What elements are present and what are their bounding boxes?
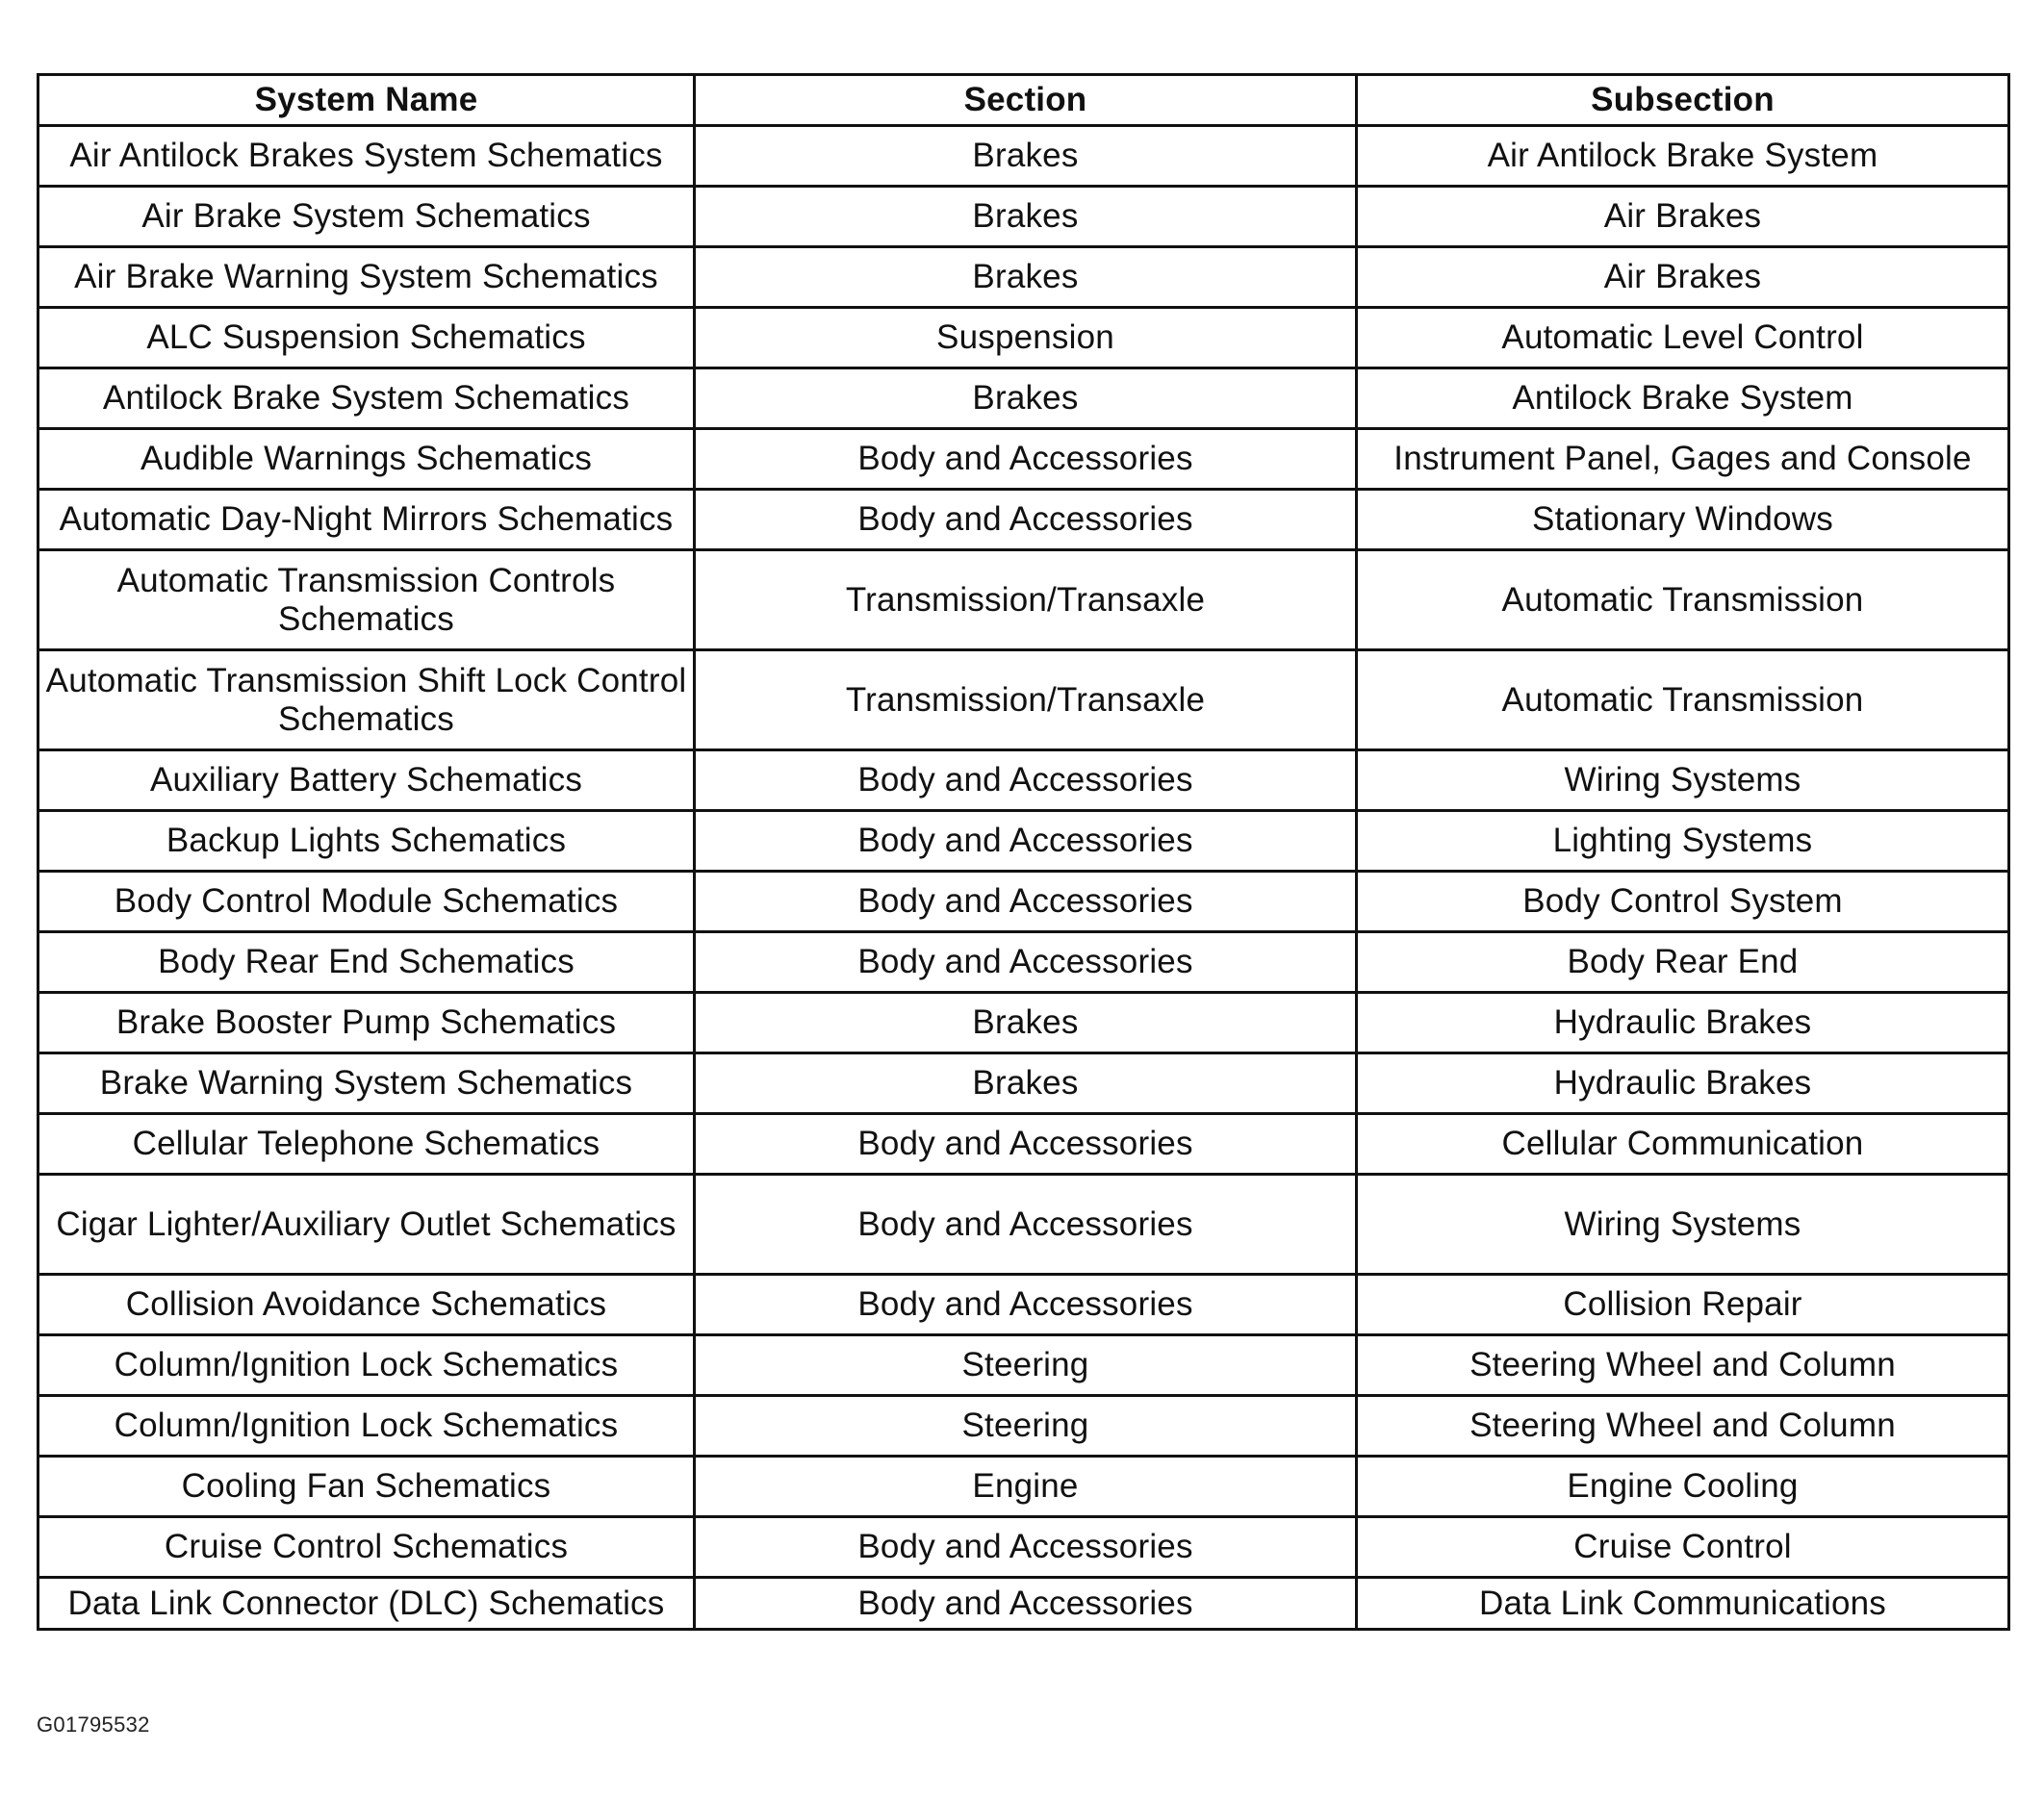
table-row [38, 932, 2009, 993]
table-header-row [38, 75, 2009, 126]
section-cell: Engine [695, 1457, 1357, 1517]
subsection-cell: Data Link Communications [1357, 1578, 2009, 1630]
table-row [38, 750, 2009, 811]
section-cell: Brakes [695, 187, 1357, 247]
subsection-cell: Automatic Level Control [1357, 308, 2009, 368]
section-cell: Body and Accessories [695, 872, 1357, 932]
table-row [38, 872, 2009, 932]
subsection-cell: Steering Wheel and Column [1357, 1396, 2009, 1457]
system-name-cell: Cruise Control Schematics [38, 1517, 695, 1578]
column-header-subsection: Subsection [1357, 75, 2009, 126]
subsection-cell: Wiring Systems [1357, 1175, 2009, 1275]
subsection-cell: Engine Cooling [1357, 1457, 2009, 1517]
subsection-cell: Air Antilock Brake System [1357, 126, 2009, 187]
schematics-index-table [37, 73, 2010, 1631]
section-cell: Body and Accessories [695, 1275, 1357, 1335]
table-row [38, 811, 2009, 872]
table-row [38, 650, 2009, 750]
section-cell: Brakes [695, 1053, 1357, 1114]
table-row [38, 993, 2009, 1053]
section-cell: Body and Accessories [695, 1114, 1357, 1175]
table-row [38, 247, 2009, 308]
section-cell: Brakes [695, 247, 1357, 308]
subsection-cell: Body Control System [1357, 872, 2009, 932]
table-row [38, 1335, 2009, 1396]
section-cell: Steering [695, 1396, 1357, 1457]
subsection-cell: Wiring Systems [1357, 750, 2009, 811]
system-name-cell: Audible Warnings Schematics [38, 429, 695, 490]
table-row [38, 1275, 2009, 1335]
subsection-cell: Body Rear End [1357, 932, 2009, 993]
section-cell: Brakes [695, 126, 1357, 187]
system-name-cell: Air Brake Warning System Schematics [38, 247, 695, 308]
table-row [38, 187, 2009, 247]
system-name-cell: Air Antilock Brakes System Schematics [38, 126, 695, 187]
subsection-cell: Antilock Brake System [1357, 368, 2009, 429]
section-cell: Brakes [695, 368, 1357, 429]
figure-id: G01795532 [37, 1712, 150, 1737]
system-name-cell: Antilock Brake System Schematics [38, 368, 695, 429]
system-name-cell: Cigar Lighter/Auxiliary Outlet Schematics [38, 1175, 695, 1275]
table-row [38, 1114, 2009, 1175]
subsection-cell: Air Brakes [1357, 247, 2009, 308]
table-row [38, 1175, 2009, 1275]
table-row [38, 368, 2009, 429]
section-cell: Body and Accessories [695, 490, 1357, 550]
system-name-cell: Automatic Transmission Shift Lock Control Schematics [38, 650, 695, 750]
subsection-cell: Instrument Panel, Gages and Console [1357, 429, 2009, 490]
column-header-system-name: System Name [38, 75, 695, 126]
table-row [38, 429, 2009, 490]
section-cell: Brakes [695, 993, 1357, 1053]
system-name-cell: ALC Suspension Schematics [38, 308, 695, 368]
subsection-cell: Collision Repair [1357, 1275, 2009, 1335]
subsection-cell: Stationary Windows [1357, 490, 2009, 550]
subsection-cell: Automatic Transmission [1357, 550, 2009, 650]
system-name-cell: Collision Avoidance Schematics [38, 1275, 695, 1335]
section-cell: Body and Accessories [695, 750, 1357, 811]
system-name-cell: Auxiliary Battery Schematics [38, 750, 695, 811]
schematics-index-table-container [37, 73, 2007, 1631]
table-row [38, 1457, 2009, 1517]
subsection-cell: Steering Wheel and Column [1357, 1335, 2009, 1396]
system-name-cell: Brake Booster Pump Schematics [38, 993, 695, 1053]
table-row [38, 1578, 2009, 1630]
table-row [38, 1396, 2009, 1457]
section-cell: Body and Accessories [695, 932, 1357, 993]
subsection-cell: Cellular Communication [1357, 1114, 2009, 1175]
section-cell: Body and Accessories [695, 1578, 1357, 1630]
subsection-cell: Lighting Systems [1357, 811, 2009, 872]
section-cell: Transmission/Transaxle [695, 650, 1357, 750]
section-cell: Suspension [695, 308, 1357, 368]
table-row [38, 1053, 2009, 1114]
system-name-cell: Cellular Telephone Schematics [38, 1114, 695, 1175]
system-name-cell: Automatic Transmission Controls Schematics [38, 550, 695, 650]
system-name-cell: Column/Ignition Lock Schematics [38, 1335, 695, 1396]
system-name-cell: Data Link Connector (DLC) Schematics [38, 1578, 695, 1630]
system-name-cell: Automatic Day-Night Mirrors Schematics [38, 490, 695, 550]
subsection-cell: Hydraulic Brakes [1357, 1053, 2009, 1114]
system-name-cell: Column/Ignition Lock Schematics [38, 1396, 695, 1457]
system-name-cell: Cooling Fan Schematics [38, 1457, 695, 1517]
section-cell: Body and Accessories [695, 1175, 1357, 1275]
section-cell: Steering [695, 1335, 1357, 1396]
section-cell: Body and Accessories [695, 811, 1357, 872]
system-name-cell: Brake Warning System Schematics [38, 1053, 695, 1114]
system-name-cell: Air Brake System Schematics [38, 187, 695, 247]
system-name-cell: Backup Lights Schematics [38, 811, 695, 872]
subsection-cell: Automatic Transmission [1357, 650, 2009, 750]
table-row [38, 1517, 2009, 1578]
subsection-cell: Air Brakes [1357, 187, 2009, 247]
system-name-cell: Body Rear End Schematics [38, 932, 695, 993]
table-row [38, 308, 2009, 368]
table-row [38, 126, 2009, 187]
table-row [38, 550, 2009, 650]
subsection-cell: Hydraulic Brakes [1357, 993, 2009, 1053]
table-row [38, 490, 2009, 550]
system-name-cell: Body Control Module Schematics [38, 872, 695, 932]
section-cell: Body and Accessories [695, 429, 1357, 490]
section-cell: Transmission/Transaxle [695, 550, 1357, 650]
subsection-cell: Cruise Control [1357, 1517, 2009, 1578]
column-header-section: Section [695, 75, 1357, 126]
section-cell: Body and Accessories [695, 1517, 1357, 1578]
